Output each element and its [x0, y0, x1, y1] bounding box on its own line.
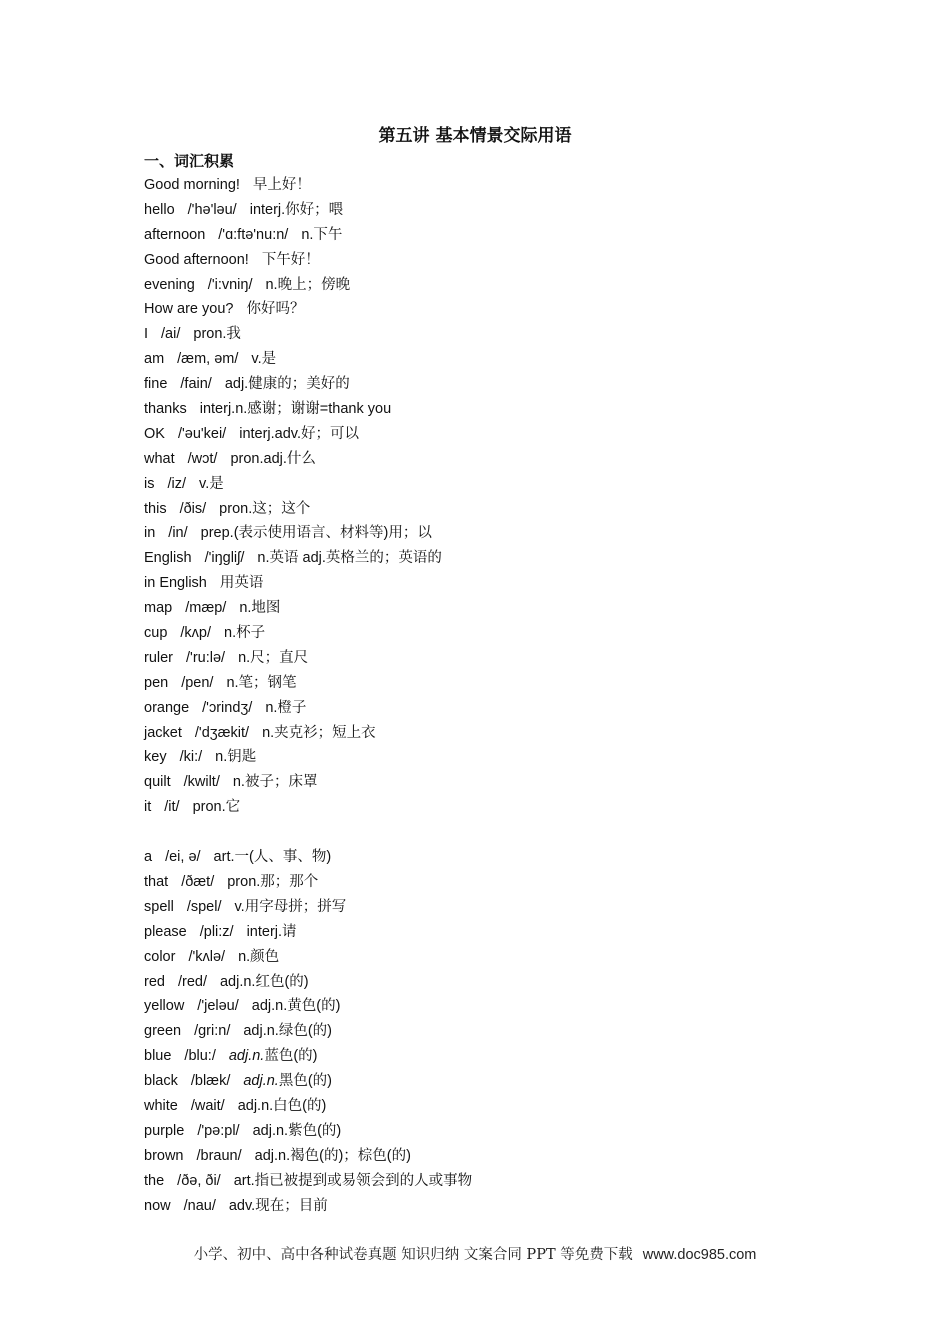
vocab-word: brown [144, 1147, 184, 1164]
vocab-phonetic: /kʌp/ [180, 625, 212, 642]
vocab-word: Good morning! [144, 177, 240, 193]
vocab-entry [144, 994, 864, 1019]
vocab-entry [144, 223, 864, 248]
vocab-meaning: adj.n.红色(的) [219, 973, 309, 990]
vocab-word: orange [144, 699, 190, 716]
vocab-entry [144, 322, 864, 347]
vocab-phonetic: /blu:/ [184, 1048, 216, 1065]
vocab-word: that [144, 873, 169, 890]
vocab-phonetic: /gri:n/ [194, 1023, 231, 1040]
vocab-word: fine [144, 376, 168, 393]
vocab-meaning: art.一(人、事、物) [213, 849, 332, 866]
vocab-word: in English [144, 575, 207, 592]
vocab-word: map [144, 600, 173, 617]
vocab-word: hello [144, 201, 175, 218]
vocab-word: English [144, 550, 192, 567]
vocab-entry [144, 721, 864, 746]
vocab-entry [144, 248, 864, 273]
vocab-word: what [144, 450, 175, 467]
vocab-word: pen [144, 674, 169, 691]
vocab-meaning: v.是 [251, 351, 277, 368]
vocab-meaning: n.晚上；傍晚 [265, 276, 351, 293]
vocab-entry [144, 1194, 864, 1219]
vocab-meaning: n.钥匙 [215, 749, 257, 766]
vocab-word: black [144, 1073, 178, 1090]
vocab-entry [144, 945, 864, 970]
vocab-word: yellow [144, 998, 185, 1015]
vocab-phonetic: /wait/ [190, 1097, 225, 1114]
vocab-entry [144, 621, 864, 646]
vocab-word: white [144, 1097, 178, 1114]
vocab-meaning: pron.它 [192, 799, 241, 816]
vocab-meaning: n.颜色 [238, 948, 280, 965]
vocab-entry [144, 1044, 864, 1069]
vocab-phonetic: /'kʌlə/ [188, 948, 226, 965]
vocab-word: is [144, 475, 155, 492]
vocab-phonetic: /'pə:pl/ [197, 1122, 240, 1139]
vocab-meaning: 蓝色(的) [264, 1048, 318, 1065]
vocab-phonetic: /'hə'ləu/ [187, 201, 237, 218]
vocab-word: the [144, 1172, 165, 1189]
footer-site: www.doc985.com [642, 1247, 757, 1263]
vocab-meaning: prep.(表示使用语言、材料等)用；以 [200, 525, 432, 542]
vocab-meaning: n.地图 [239, 600, 281, 617]
vocab-word: thanks [144, 401, 187, 418]
vocab-entry [144, 1144, 864, 1169]
vocab-phonetic: /'dʒækit/ [194, 724, 250, 741]
vocab-phonetic: /'ɑ:ftə'nu:n/ [218, 226, 289, 243]
vocab-meaning: 早上好！ [252, 177, 311, 193]
vocab-phonetic: /mæp/ [185, 600, 227, 617]
vocab-word: I [144, 326, 149, 343]
vocab-phonetic: /pli:z/ [199, 923, 234, 940]
vocab-phonetic: /iz/ [167, 475, 187, 492]
vocab-phonetic: /'jeləu/ [197, 998, 239, 1015]
vocab-phonetic: /braun/ [196, 1147, 242, 1164]
vocab-word: spell [144, 898, 174, 915]
vocab-meaning: n.下午 [301, 226, 343, 243]
vocab-meaning: interj.adv.好；可以 [239, 425, 360, 442]
vocab-word: afternoon [144, 226, 206, 243]
vocab-meaning: interj.你好；喂 [249, 201, 344, 218]
vocab-entry [144, 173, 864, 198]
vocab-meaning: v.用字母拼；拼写 [234, 898, 347, 915]
vocab-word: Good afternoon! [144, 251, 249, 268]
vocab-phonetic: /'ɔrindʒ/ [202, 699, 253, 716]
vocab-word: am [144, 351, 165, 368]
vocab-meaning: n.英语 adj.英格兰的；英语的 [257, 550, 442, 567]
vocab-entry [144, 795, 864, 820]
vocab-meaning: 黑色(的) [278, 1073, 333, 1090]
vocab-entry [144, 347, 864, 372]
vocab-phonetic: /nau/ [183, 1197, 216, 1214]
vocab-word: red [144, 973, 165, 990]
vocab-entry [144, 546, 864, 571]
footer [0, 1244, 950, 1266]
vocab-word: green [144, 1023, 182, 1040]
vocab-meaning: adj.n.黄色(的) [251, 998, 341, 1015]
vocab-entry [144, 845, 864, 870]
vocab-word: quilt [144, 774, 171, 791]
vocab-meaning: pron.adj.什么 [230, 450, 316, 467]
vocab-meaning: adj.n.褐色(的)；棕色(的) [254, 1147, 411, 1164]
vocab-word: blue [144, 1048, 172, 1065]
vocab-meaning: interj.n.感谢；谢谢=thank you [199, 401, 392, 418]
vocab-phonetic: /æm, əm/ [177, 351, 239, 368]
vocab-meaning: n.尺；直尺 [238, 649, 309, 666]
vocab-entry [144, 1094, 864, 1119]
vocab-phonetic: /blæk/ [190, 1073, 231, 1090]
vocab-meaning: 用英语 [219, 575, 264, 592]
vocab-phonetic: /ki:/ [179, 749, 203, 766]
vocab-entry [144, 447, 864, 472]
vocab-phonetic: /ei, ə/ [165, 849, 201, 866]
vocab-phonetic: /spel/ [186, 898, 222, 915]
vocab-meaning: adj.n.绿色(的) [243, 1023, 332, 1040]
vocab-entry [144, 198, 864, 223]
vocab-entry [144, 671, 864, 696]
vocab-entry [144, 970, 864, 995]
vocab-word: this [144, 500, 167, 517]
section-heading: 一、词汇积累 [144, 152, 235, 170]
vocab-phonetic: /'əu'kei/ [177, 425, 227, 442]
vocab-phonetic: /'i:vniŋ/ [207, 276, 253, 293]
vocab-meaning: n.被子；床罩 [232, 774, 318, 791]
vocab-entry [144, 870, 864, 895]
vocab-entry [144, 273, 864, 298]
blank-line [144, 820, 864, 845]
vocab-entry [144, 422, 864, 447]
vocab-meaning: interj.请 [246, 923, 297, 940]
vocab-pos: adj.n. [243, 1073, 279, 1090]
vocab-word: it [144, 799, 152, 816]
vocab-meaning: n.笔；钢笔 [226, 674, 297, 691]
vocab-meaning: pron.那；那个 [227, 873, 319, 890]
vocab-entry [144, 646, 864, 671]
vocab-entry [144, 920, 864, 945]
vocab-entry [144, 521, 864, 546]
vocab-entry [144, 372, 864, 397]
vocab-word: evening [144, 276, 195, 293]
vocab-phonetic: /ai/ [161, 326, 181, 343]
footer-text: 小学、初中、高中各种试卷真题 知识归纳 文案合同 PPT 等免费下载 [193, 1247, 633, 1263]
vocab-meaning: n.橙子 [265, 699, 307, 716]
vocab-phonetic: /ðə, ði/ [177, 1172, 221, 1189]
vocab-entry [144, 895, 864, 920]
vocab-entry [144, 596, 864, 621]
vocab-word: purple [144, 1122, 185, 1139]
vocab-phonetic: /'iŋgliʃ/ [204, 550, 245, 567]
vocab-word: now [144, 1197, 171, 1214]
vocab-entry [144, 297, 864, 322]
vocab-meaning: adj.健康的；美好的 [224, 376, 350, 393]
vocab-meaning: 下午好！ [261, 251, 320, 268]
vocab-word: a [144, 849, 153, 866]
vocab-entry [144, 1019, 864, 1044]
vocab-word: please [144, 923, 187, 940]
vocab-entry [144, 472, 864, 497]
vocab-pos: adj.n. [228, 1048, 265, 1065]
vocab-meaning: adv.现在；目前 [228, 1197, 328, 1214]
vocab-meaning: n.夹克衫；短上衣 [262, 724, 376, 741]
vocab-word: color [144, 948, 176, 965]
vocab-entry [144, 770, 864, 795]
vocab-word: jacket [144, 724, 182, 741]
vocab-meaning: adj.n.白色(的) [237, 1097, 327, 1114]
vocab-phonetic: /red/ [177, 973, 207, 990]
vocab-phonetic: /it/ [164, 799, 180, 816]
vocabulary-list [144, 173, 864, 1218]
vocab-entry [144, 1169, 864, 1194]
vocab-phonetic: /kwilt/ [183, 774, 220, 791]
vocab-meaning: art.指已被提到或易领会到的人或事物 [233, 1172, 473, 1189]
vocab-meaning: 你好吗？ [246, 301, 305, 318]
vocab-phonetic: /pen/ [181, 674, 214, 691]
vocab-word: How are you? [144, 301, 234, 318]
vocab-entry [144, 696, 864, 721]
vocab-meaning: v.是 [199, 475, 224, 492]
vocab-phonetic: /wɔt/ [187, 450, 218, 467]
vocab-entry [144, 745, 864, 770]
vocab-entry [144, 571, 864, 596]
vocab-meaning: adj.n.紫色(的) [252, 1122, 342, 1139]
vocab-word: ruler [144, 649, 174, 666]
vocab-entry [144, 1119, 864, 1144]
vocab-entry [144, 397, 864, 422]
vocab-phonetic: /ðæt/ [181, 873, 215, 890]
vocab-meaning: pron.我 [193, 326, 241, 343]
vocab-word: key [144, 749, 167, 766]
vocab-meaning: pron.这；这个 [219, 500, 311, 517]
vocab-meaning: n.杯子 [224, 625, 266, 642]
vocab-word: OK [144, 425, 165, 442]
vocab-phonetic: /in/ [168, 525, 188, 542]
vocab-entry [144, 1069, 864, 1094]
vocab-word: cup [144, 625, 168, 642]
vocab-phonetic: /'ru:lə/ [186, 649, 226, 666]
vocab-word: in [144, 525, 156, 542]
vocab-entry [144, 497, 864, 522]
vocab-phonetic: /ðis/ [179, 500, 207, 517]
vocab-phonetic: /fain/ [180, 376, 212, 393]
page-title: 第五讲 基本情景交际用语 [378, 126, 572, 146]
